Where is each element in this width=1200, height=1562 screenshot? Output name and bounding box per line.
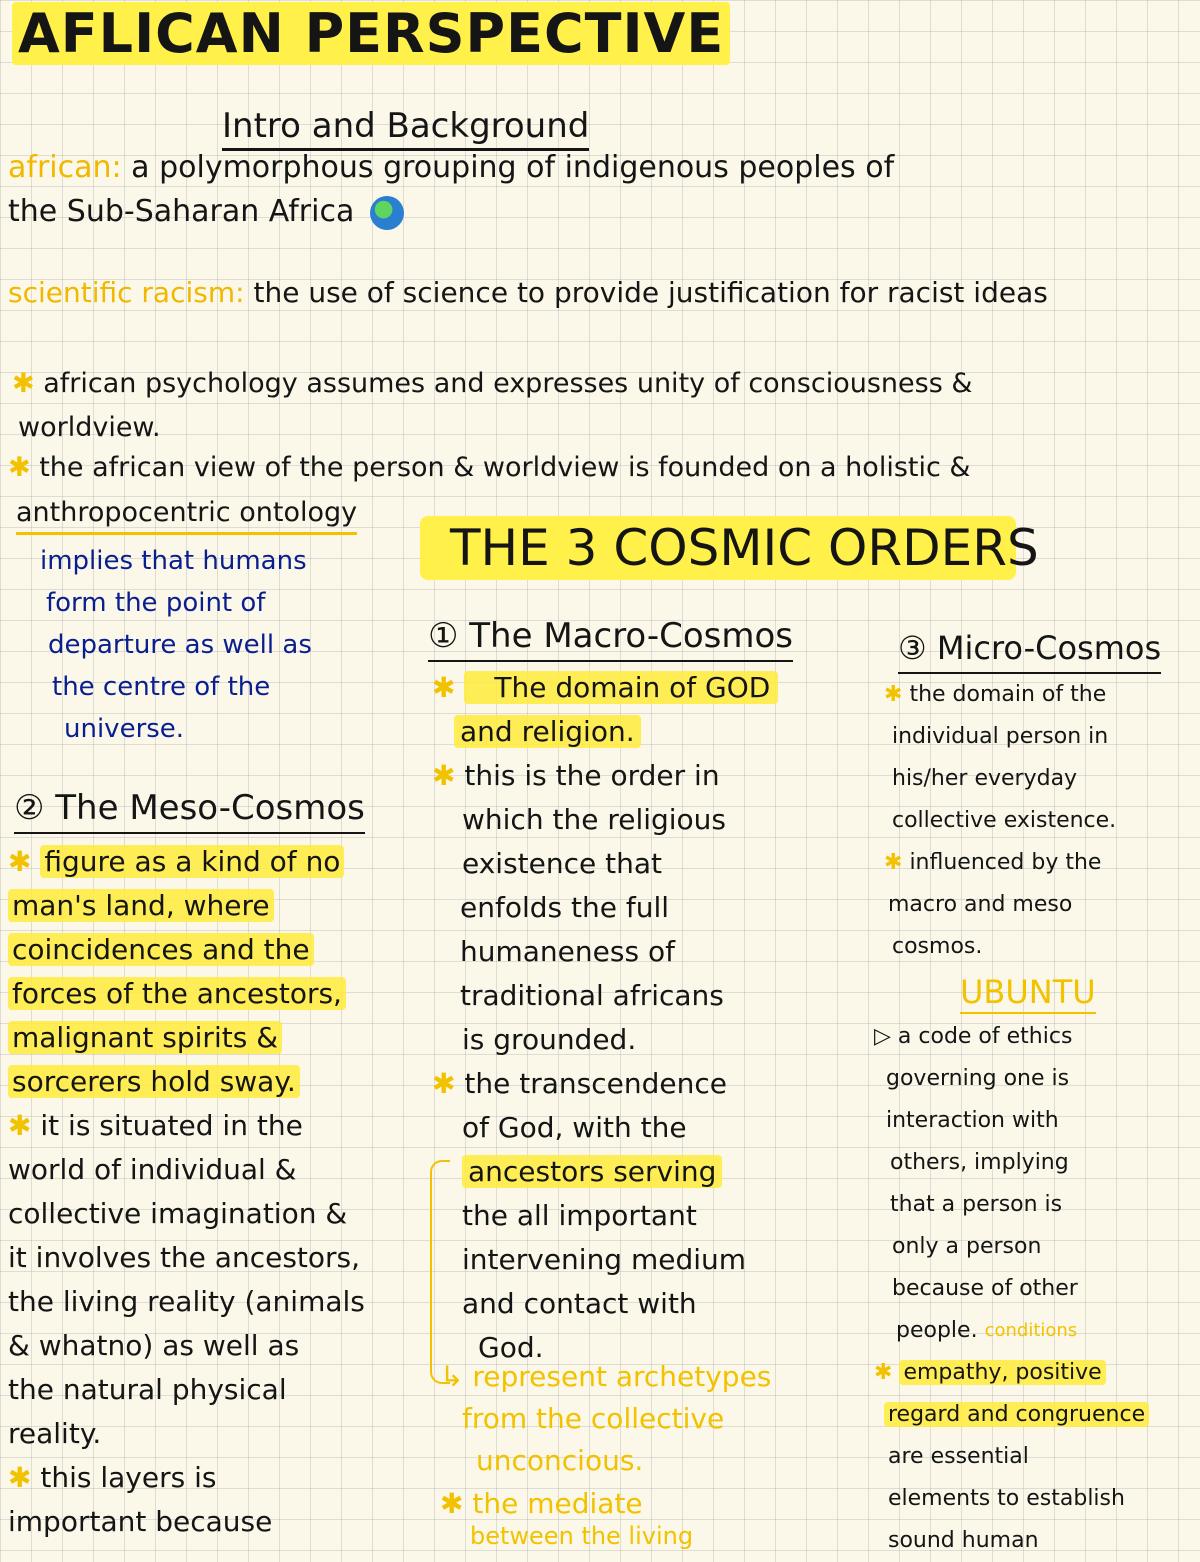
ubuntu-line: sound human (888, 1528, 1039, 1553)
micro-cosmos-heading: ③ Micro-Cosmos (898, 624, 1161, 674)
meso-line: reality. (8, 1417, 102, 1450)
mediate-line (440, 1488, 693, 1520)
meso-line (8, 884, 418, 928)
mediate-note (440, 1488, 693, 1552)
meso-line: it involves the ancestors, (8, 1241, 361, 1274)
micro-line: individual person in (892, 724, 1109, 749)
macro-line (432, 1150, 832, 1194)
micro-line: cosmos. (892, 934, 983, 959)
star-icon: ✱ (440, 1487, 464, 1520)
mediate-line: between the living (470, 1522, 694, 1550)
meso-line-text: sorcerers hold sway. (8, 1065, 300, 1098)
star-icon: ✱ (884, 682, 903, 707)
bullet-1-line1 (12, 362, 972, 406)
african-definition-line1 (8, 150, 894, 185)
ancestors-highlight: ancestors serving (462, 1155, 722, 1188)
section-subtitle: Intro and Background (222, 104, 589, 151)
ubuntu-body (874, 1016, 1194, 1562)
implies-line: form the point of (46, 588, 266, 618)
meso-cosmos-body (8, 840, 418, 1544)
african-term: african: (8, 150, 122, 185)
macro-line-text: this is the order in (464, 759, 720, 792)
ubuntu-line: because of other (892, 1276, 1078, 1301)
meso-line (8, 928, 418, 972)
meso-line (8, 840, 418, 884)
implies-line: universe. (64, 714, 185, 744)
star-icon: ✱ (8, 845, 32, 878)
implies-line: departure as well as (48, 630, 312, 660)
scientific-racism-term: scientific racism: (8, 276, 245, 309)
globe-icon (370, 196, 404, 230)
macro-line-text: the transcendence (464, 1067, 727, 1100)
macro-line: intervening medium (462, 1243, 747, 1276)
meso-line: the natural physical (8, 1373, 287, 1406)
macro-line: of God, with the (462, 1111, 687, 1144)
archetypes-line: unconcious. (476, 1444, 644, 1477)
arrow-icon: ↳ (440, 1360, 464, 1393)
page-title: AFLICAN PERSPECTIVE (12, 2, 730, 65)
macro-line (432, 1062, 832, 1106)
bullet-1-text: african psychology assumes and expresses unity of consciousness & (43, 368, 973, 399)
ubuntu-line-text: people. (896, 1318, 978, 1343)
ubuntu-line: that a person is (890, 1192, 1063, 1217)
ubuntu-heading: UBUNTU (960, 972, 1096, 1014)
macro-line: God. (478, 1331, 544, 1364)
bullet-2-line1 (8, 446, 970, 490)
meso-line-text: figure as a kind of no (40, 845, 344, 878)
meso-line-text: it is situated in the (40, 1109, 303, 1142)
bracket-connector (430, 1160, 450, 1384)
macro-line: the all important (462, 1199, 697, 1232)
micro-line: collective existence. (892, 808, 1117, 833)
bullet-2-line2: anthropocentric ontology (16, 494, 357, 535)
ubuntu-line (874, 1310, 1194, 1352)
implies-note (40, 540, 312, 750)
macro-line-text: The domain of GOD (464, 671, 778, 704)
macro-cosmos-body (432, 666, 832, 1370)
ubuntu-line-text: empathy, positive (899, 1360, 1105, 1385)
meso-cosmos-heading: ② The Meso-Cosmos (14, 784, 365, 834)
meso-line (8, 1016, 418, 1060)
ubuntu-line: ▷ a code of ethics (874, 1024, 1073, 1049)
macro-line: is grounded. (462, 1023, 637, 1056)
micro-line (884, 674, 1194, 716)
meso-line (8, 972, 418, 1016)
star-icon: ✱ (12, 368, 35, 399)
macro-line (432, 666, 832, 710)
star-icon: ✱ (432, 759, 456, 792)
macro-line (432, 710, 832, 754)
micro-cosmos-body (884, 674, 1194, 968)
archetypes-note (440, 1356, 771, 1482)
micro-line-text: the domain of the (909, 682, 1107, 707)
meso-line-text: man's land, where (8, 889, 274, 922)
meso-line-text: forces of the ancestors, (8, 977, 346, 1010)
macro-line: enfolds the full (460, 891, 670, 924)
macro-line: humaneness of (460, 935, 675, 968)
star-icon: ✱ (884, 850, 903, 875)
meso-line-text: malignant spirits & (8, 1021, 282, 1054)
star-icon: ✱ (432, 1067, 456, 1100)
macro-line: and contact with (462, 1287, 697, 1320)
meso-line (8, 1456, 418, 1500)
african-definition-line2 (8, 194, 404, 230)
archetypes-line (440, 1356, 771, 1398)
implies-line: implies that humans (40, 546, 307, 576)
meso-line (8, 1060, 418, 1104)
meso-line: the living reality (animals (8, 1285, 365, 1318)
archetypes-text: represent archetypes (472, 1360, 772, 1393)
bullet-1-line2: worldview. (18, 412, 161, 443)
implies-line: the centre of the (52, 672, 271, 702)
archetypes-line: from the collective (462, 1402, 725, 1435)
meso-line-text: coincidences and the (8, 933, 314, 966)
micro-line (884, 842, 1194, 884)
scientific-racism-text: the use of science to provide justification for racist ideas (253, 276, 1048, 309)
micro-line: his/her everyday (892, 766, 1078, 791)
meso-line (8, 1104, 418, 1148)
scientific-racism-definition (8, 276, 1048, 309)
african-definition-text-2: the Sub-Saharan Africa (8, 194, 355, 229)
meso-line: collective imagination & (8, 1197, 348, 1230)
ubuntu-line: interaction with (886, 1108, 1059, 1133)
macro-line (432, 754, 832, 798)
star-icon: ✱ (874, 1360, 893, 1385)
macro-line: existence that (462, 847, 663, 880)
macro-line-text: and religion. (454, 715, 641, 748)
african-definition-text: a polymorphous grouping of indigenous peoples of (131, 150, 895, 185)
mediate-text: the mediate (472, 1487, 643, 1520)
meso-line: important because (8, 1505, 273, 1538)
meso-line: & whatno) as well as (8, 1329, 300, 1362)
star-icon: ✱ (8, 1461, 32, 1494)
star-icon: ✱ (8, 1109, 32, 1142)
micro-line: macro and meso (888, 892, 1073, 917)
star-icon: ✱ (8, 452, 31, 483)
ubuntu-line: are essential (888, 1444, 1029, 1469)
meso-line: world of individual & (8, 1153, 297, 1186)
bullet-2-text: the african view of the person & worldview is founded on a holistic & (39, 452, 971, 483)
ubuntu-line: others, implying (890, 1150, 1069, 1175)
star-icon: ✱ (432, 671, 456, 704)
ubuntu-line-text: regard and congruence (884, 1402, 1149, 1427)
cosmic-orders-heading: THE 3 COSMIC ORDERS (420, 516, 1016, 580)
micro-line-text: influenced by the (909, 850, 1102, 875)
ubuntu-line: only a person (892, 1234, 1042, 1259)
meso-line-text: this layers is (40, 1461, 217, 1494)
ubuntu-line (874, 1352, 1194, 1394)
ubuntu-line: governing one is (886, 1066, 1070, 1091)
macro-line: traditional africans (460, 979, 724, 1012)
ubuntu-line: elements to establish (888, 1486, 1125, 1511)
macro-cosmos-heading: ① The Macro-Cosmos (428, 612, 793, 662)
conditions-note: conditions (984, 1320, 1078, 1341)
ubuntu-line (874, 1394, 1194, 1436)
macro-line: which the religious (462, 803, 727, 836)
